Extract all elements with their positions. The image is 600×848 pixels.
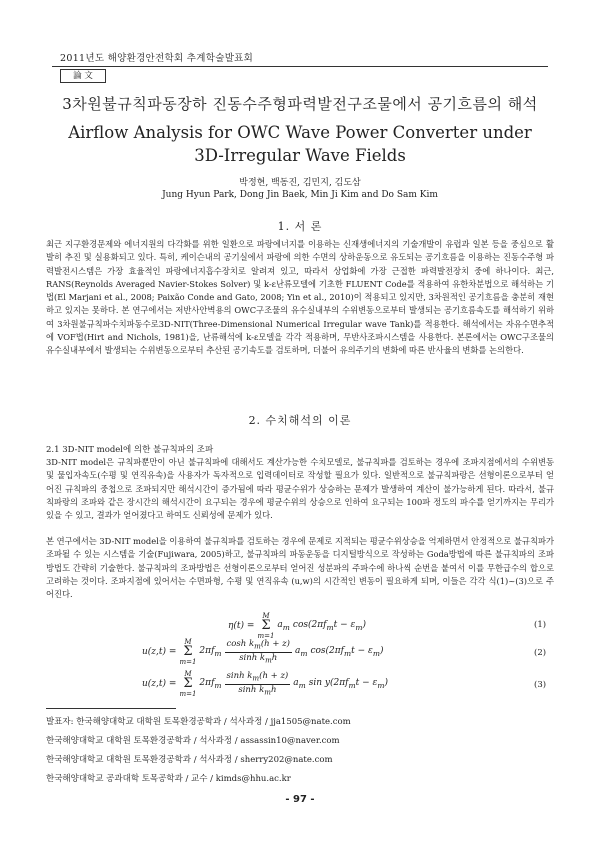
title-korean: 3차원불규칙파동장하 진동수주형파력발전구조물에서 공기흐름의 해석 — [62, 95, 538, 113]
eq1-cos: cos(2πf — [292, 620, 327, 631]
eq2-omega: 2πf — [199, 646, 215, 657]
eq3-fraction — [225, 671, 291, 697]
sum-upper: M — [262, 612, 270, 620]
footnote-presenter: 발표자: 한국해양대학교 대학원 토목환경공학과 / 석사과정 / jja1505@nate.com — [46, 717, 351, 727]
sum-upper: M — [184, 638, 192, 646]
sum-lower: m=1 — [179, 690, 197, 698]
eq2-omega-sub: m — [214, 648, 222, 658]
eq1-cos-sub: m — [326, 622, 334, 632]
header-rule — [52, 66, 548, 67]
eq2-cos: cos(2πf — [310, 646, 345, 657]
footnote-author-4: 한국해양대학교 공과대학 토목공학과 / 교수 / kimds@hhu.ac.kr — [46, 774, 291, 784]
eq3-numerator: sinh k — [226, 670, 253, 681]
journal-name: 2011년도 해양환경안전학회 추계학술발표회 — [60, 53, 254, 64]
eq3-numerator-sub: m — [252, 673, 260, 683]
eq1-phase: t − ε — [333, 620, 356, 631]
eq2-amplitude: a — [294, 646, 301, 657]
section2-paragraph-1: 3D-NIT model은 규칙파뿐만이 아닌 불규칙파에 대해서도 계산가능한 수치모델로, 불규칙파를 검토하는 경우에 조파지점에서의 수위변동 및 물입자속도(수평 및 연직유속)을 사용자가 독자적으로 입력데이터로 작성할 필요가 있다. 일반적으로 불규칙파랑은 선형이론으로부터 얻어진 규칙파의 중첩으로 조파되지만 해석시간이 증가됨에 따라 평균수위가 상승하는 문제가 발생하여 계산이 불가능하게 된다. 따라서, 불규칙파랑의 조파와 같은 장시간의 해석시간이 요구되는 경우에 평균수위의 상승으로 인하여 요구되는 100파 정도의 파수를 얻기까지는 무리가 있을 수 있고, 결과가 얻어졌다고 하여도 신뢰성에 문제가 있다. — [46, 457, 554, 521]
eq2-phase: t − ε — [351, 646, 373, 657]
eq2-denominator-tail: h — [271, 652, 278, 663]
section1-paragraph: 최근 지구환경문제와 에너지원의 다각화를 위한 일환으로 파랑에너지를 이용하는 신재생에너지의 기술개발이 유럽과 일본 등을 중심으로 활발히 추진 및 실용화되고 있다. 특히, 케이슨내의 공기실에서 파랑에 의한 수면의 상하운동으로 유도되는 공기흐름을 이용하는 진동수주형 파력발전시스템은 가장 효율적인 파랑에너지흡수장치로 알려져 있고, 따라서 상업화에 가장 근접한 파력발전장치 중에 하나이다. 최근, RANS(Reynolds Averaged Navier-Stokes Solver) 및 k-ε난류모델에 기초한 FLUENT Code를 적용하여 유한차분법으로 해석하는 기법(El Marjani et al., 2008; Paixão Conde and Gato, 2008; Yin et al., 2010)이 적용되고 있지만, 3차원적인 공기흐름을 충분히 재현하고 있지는 못하다. 본 연구에서는 저반사안벽용의 OWC구조물의 유수실내부의 수위변동으로부터 발생되는 공기흐름속도를 해석하기 위하여 3차원불규칙파수치파동수로3D-NIT(Three-Dimensional Numerical Irregular wave Tank)를 적용한다. 해석에서는 자유수면추적에 VOF법(Hirt and Nichols, 1981)을, 난류해석에 k-ε모델을 각각 적용하며, 무반사조파시스템을 사용한다. 본론에서는 OWC구조물의 유수실내부에서 발생되는 수위변동으로부터 추산된 공기속도를 검토하며, 더불어 유의주기의 변화에 따른 반사율의 변화를 논의한다. — [46, 239, 554, 356]
summation-symbol: M Σ m=1 — [257, 612, 275, 640]
eq2-fraction — [225, 639, 292, 665]
title-english — [0, 121, 600, 167]
eq3-denominator-tail: h — [270, 684, 277, 695]
equation-2-number: (2) — [534, 648, 547, 658]
eq3-phase-sub: m — [377, 680, 385, 690]
eq1-amplitude-sub: m — [282, 622, 290, 632]
eq3-omega: 2πf — [199, 678, 215, 689]
sum-lower: m=1 — [179, 658, 197, 666]
eq1-close: ) — [362, 620, 366, 631]
eq3-close: ) — [384, 678, 388, 689]
eq2-cos-sub: m — [344, 648, 352, 658]
footnote-author-3: 한국해양대학교 대학원 토목환경공학과 / 석사과정 / sherry202@nate.com — [46, 755, 333, 765]
authors-korean: 박정현, 백동진, 김민지, 김도삼 — [239, 178, 361, 188]
footnote-rule — [46, 708, 176, 709]
eq1-phase-sub: m — [355, 622, 363, 632]
paper-type-box: 論 文 — [60, 69, 106, 83]
eq1-lhs: η(t) = — [228, 621, 255, 631]
equation-3-number: (3) — [534, 680, 547, 690]
eq2-numerator-sub: m — [254, 641, 261, 651]
eq2-numerator: cosh k — [226, 638, 255, 649]
eq3-amplitude: a — [293, 678, 299, 689]
eq3-amplitude-sub: m — [298, 680, 306, 690]
equation-1-number: (1) — [534, 620, 547, 630]
title-english-line1: Airflow Analysis for OWC Wave Power Converter under — [68, 123, 532, 142]
page-number: - 97 - — [285, 794, 315, 805]
eq2-close: ) — [379, 646, 384, 657]
eq3-numerator-tail: (h + z) — [259, 670, 289, 681]
summation-symbol: M Σ m=1 — [179, 670, 197, 698]
eq3-denominator-sub: m — [264, 687, 271, 697]
eq2-amplitude-sub: m — [300, 648, 308, 658]
eq2-phase-sub: m — [372, 648, 380, 658]
section1-heading: 1. 서 론 — [277, 220, 323, 233]
section2-heading: 2. 수치해석의 이론 — [248, 414, 352, 427]
sum-lower: m=1 — [257, 632, 275, 640]
authors-english: Jung Hyun Park, Dong Jin Baek, Min Ji Kim and Do Sam Kim — [162, 190, 438, 200]
eq3-sin-sub: m — [348, 680, 356, 690]
eq2-lhs: u(z,t) = — [142, 647, 177, 657]
eq2-denominator-sub: m — [265, 655, 272, 665]
section2-paragraph-2: 본 연구에서는 3D-NIT model을 이용하여 불규칙파를 검토하는 경우에 문제로 지적되는 평균수위상승을 억제하면서 안정적으로 불규칙파가 조파될 수 있는 시스템을 기술(Fujiwara, 2005)하고, 불규칙파의 파동운동을 디지털방식으로 작성하는 Goda방법에 따른 불규칙파의 조파방법도 간략히 기술한다. 불규칙파의 조파방법은 선형이론으로부터 얻어진 성분파의 주파수에 하나씩 순번을 붙여서 이를 무한급수의 합으로 고려하는 것이다. 조파지점에 있어서는 수면파형, 수평 및 연직유속 (u,w)의 시간적인 변동이 필요하게 되며, 이들은 각각 식(1)~(3)으로 주어진다. — [46, 536, 554, 600]
title-english-line2: 3D-Irregular Wave Fields — [194, 146, 406, 165]
footnote-author-2: 한국해양대학교 대학원 토목환경공학과 / 석사과정 / assassin10@naver.com — [46, 736, 340, 746]
eq3-omega-sub: m — [214, 680, 222, 690]
eq1-amplitude: a — [277, 620, 283, 631]
eq3-lhs: u(z,t) = — [142, 679, 177, 689]
subsection-2-1-heading: 2.1 3D-NIT model에 의한 불규칙파의 조파 — [46, 445, 214, 455]
summation-symbol: M Σ m=1 — [179, 638, 197, 666]
eq2-numerator-tail: (h + z) — [260, 638, 290, 649]
eq2-denominator: sinh k — [239, 652, 266, 663]
eq3-denominator: sinh k — [238, 684, 265, 695]
eq3-phase: t − ε — [355, 678, 378, 689]
sum-upper: M — [184, 670, 192, 678]
eq3-sin: sin y(2πf — [308, 678, 349, 689]
